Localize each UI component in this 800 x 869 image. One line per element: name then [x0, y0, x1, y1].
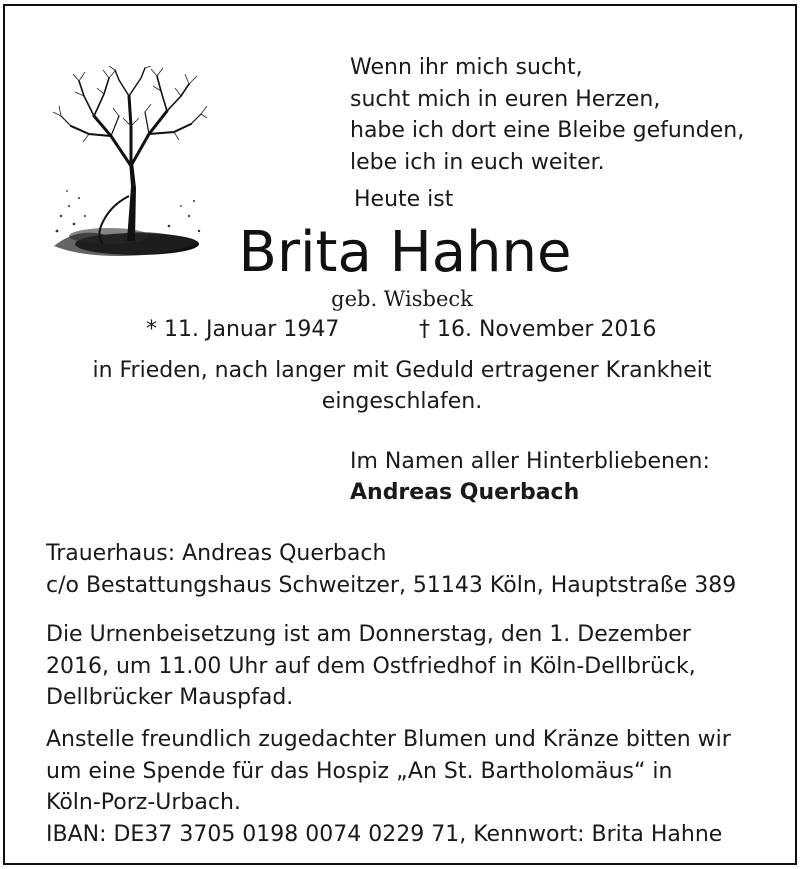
burial-line: Die Urnenbeisetzung ist am Donnerstag, den 1. Dezember [46, 622, 691, 647]
donation-iban: IBAN: DE37 3705 0198 0074 0229 71, Kennwort: Brita Hahne [46, 821, 723, 847]
passing-statement [5, 355, 799, 417]
signature-label: Im Namen aller Hinterbliebenen: [350, 449, 710, 474]
deceased-name: Brita Hahne [238, 220, 572, 285]
poem-line: lebe ich in euch weiter. [350, 149, 605, 175]
burial-info [46, 619, 696, 714]
burial-line: 2016, um 11.00 Uhr auf dem Ostfriedhof in Köln-Dellbrück, [46, 653, 696, 679]
poem [350, 52, 744, 178]
donation-line: um eine Spende für das Hospiz „An St. Bartholomäus“ in [46, 758, 673, 784]
poem-line: Wenn ihr mich sucht, [350, 55, 583, 80]
birth-date: * 11. Januar 1947 [146, 317, 340, 342]
obituary-notice [3, 4, 797, 865]
mourning-house-line: Trauerhaus: Andreas Querbach [46, 541, 387, 566]
donation-info [46, 724, 731, 850]
passing-line: in Frieden, nach langer mit Geduld ertragener Krankheit [92, 358, 712, 383]
mourning-house [46, 538, 736, 601]
burial-line: Dellbrücker Mauspfad. [46, 685, 294, 710]
donation-line: Anstelle freundlich zugedachter Blumen und Kränze bitten wir [46, 727, 731, 752]
mourning-house-address: c/o Bestattungshaus Schweitzer, 51143 Köln, Hauptstraße 389 [46, 572, 737, 598]
signature-block [350, 446, 710, 508]
signature-name: Andreas Querbach [350, 480, 580, 505]
poem-line: habe ich dort eine Bleibe gefunden, [350, 118, 745, 143]
poem-line: sucht mich in euren Herzen, [350, 86, 661, 112]
donation-line: Köln-Porz-Urbach. [46, 790, 241, 815]
death-date: † 16. November 2016 [419, 317, 657, 342]
intro-text: Heute ist [354, 187, 454, 212]
passing-line: eingeschlafen. [321, 389, 483, 414]
maiden-name: geb. Wisbeck [331, 287, 473, 311]
